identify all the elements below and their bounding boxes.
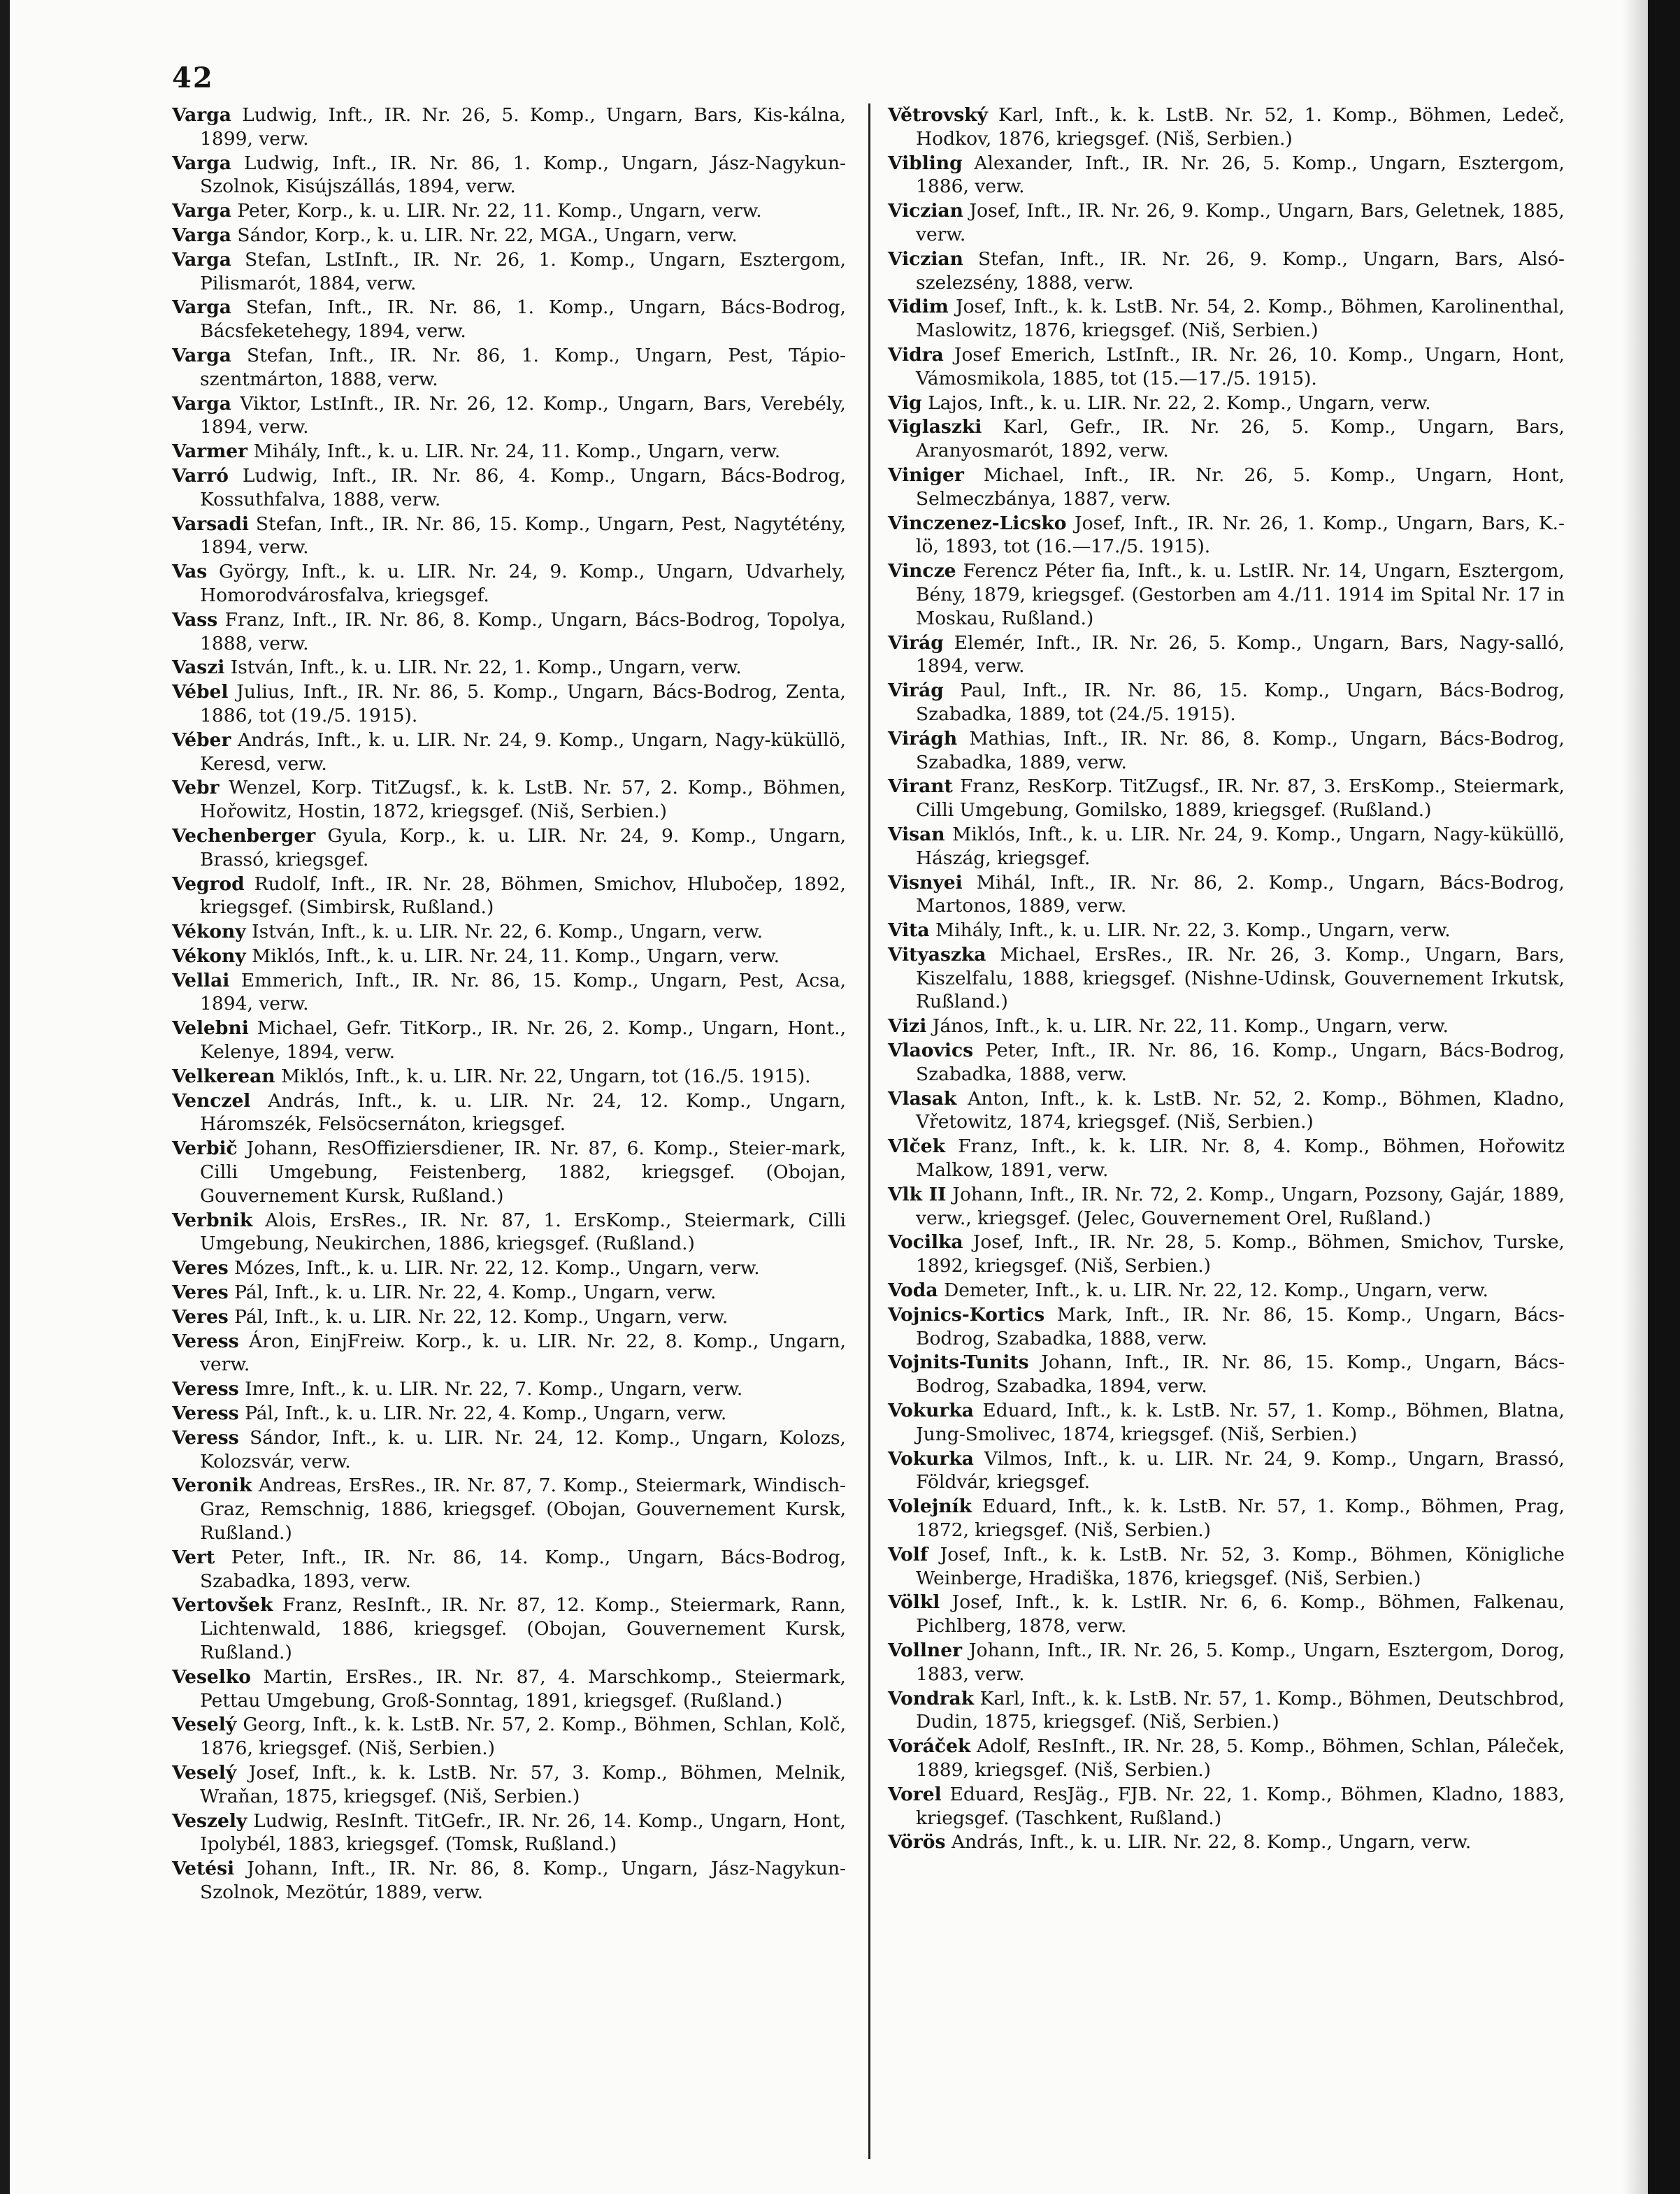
entry-surname: Vocilka xyxy=(888,1231,963,1254)
entry-surname: Veszely xyxy=(172,1809,247,1832)
entry-surname: Vas xyxy=(172,561,208,583)
entry-surname: Varga xyxy=(172,392,231,415)
entry-surname: Vass xyxy=(172,608,218,631)
entry-surname: Veress xyxy=(172,1426,239,1449)
entry-surname: Vaszi xyxy=(172,657,225,679)
entry-details: Julius, Inft., IR. Nr. 86, 5. Komp., Ungarn, Bács-Bodrog, Zenta, 1886, tot (19./5. 1915). xyxy=(200,681,846,726)
entry-details: Johann, Inft., IR. Nr. 26, 5. Komp., Ungarn, Esztergom, Dorog, 1883, verw. xyxy=(916,1640,1565,1685)
entry-details: Áron, EinjFreiw. Korp., k. u. LIR. Nr. 22, 8. Komp., Ungarn, verw. xyxy=(200,1330,846,1376)
entry-details: András, Inft., k. u. LIR. Nr. 24, 12. Komp., Ungarn, Háromszék, Felsöcsernáton, kriegsgef. xyxy=(200,1089,846,1135)
entry-details: Mihály, Inft., k. u. LIR. Nr. 22, 3. Komp., Ungarn, verw. xyxy=(935,919,1451,942)
list-entry xyxy=(888,512,1565,559)
list-entry xyxy=(172,1809,846,1857)
entry-details: Miklós, Inft., k. u. LIR. Nr. 22, Ungarn, tot (16./5. 1915). xyxy=(280,1065,811,1087)
list-entry xyxy=(888,199,1565,247)
entry-surname: Veress xyxy=(172,1378,239,1400)
entry-surname: Vebr xyxy=(172,777,220,799)
entry-surname: Vechenberger xyxy=(172,824,316,847)
list-entry xyxy=(888,1183,1565,1231)
entry-details: Stefan, Inft., IR. Nr. 86, 15. Komp., Ungarn, Pest, Nagytétény, 1894, verw. xyxy=(200,512,846,559)
entry-details: Josef, Inft., IR. Nr. 28, 5. Komp., Böhmen, Smichov, Turske, 1892, kriegsgef. (Niš, Serbien.) xyxy=(916,1231,1565,1277)
list-entry xyxy=(888,1231,1565,1278)
list-entry xyxy=(172,1857,846,1905)
entry-details: Rudolf, Inft., IR. Nr. 28, Böhmen, Smichov, Hlubočep, 1892, kriegsgef. (Simbirsk, Rußland.) xyxy=(200,873,846,919)
entry-details: Miklós, Inft., k. u. LIR. Nr. 24, 9. Komp., Ungarn, Nagy-küküllö, Hászág, kriegsgef. xyxy=(916,823,1565,869)
list-entry xyxy=(888,727,1565,775)
entry-details: Ferencz Péter fia, Inft., k. u. LstIR. Nr. 14, Ungarn, Esztergom, Bény, 1879, kriegsgef. (Gestorben am 4./11. 1914 im Spital Nr. 17 in Moskau, Rußland.) xyxy=(916,560,1565,629)
right-column xyxy=(888,103,1565,1855)
entry-surname: Veselý xyxy=(172,1761,237,1784)
entry-surname: Vellai xyxy=(172,969,230,991)
list-entry xyxy=(172,920,846,944)
entry-surname: Varró xyxy=(172,464,229,487)
entry-details: Emmerich, Inft., IR. Nr. 86, 15. Komp., Ungarn, Pest, Acsa, 1894, verw. xyxy=(200,969,846,1015)
list-entry xyxy=(172,1474,846,1544)
entry-details: Eduard, Inft., k. k. LstB. Nr. 57, 1. Komp., Böhmen, Blatna, Jung-Smolivec, 1874, kriegsgef. (Niš, Serbien.) xyxy=(916,1400,1565,1445)
entry-details: Lajos, Inft., k. u. LIR. Nr. 22, 2. Komp., Ungarn, verw. xyxy=(928,392,1431,414)
list-entry xyxy=(888,103,1565,151)
entry-surname: Varga xyxy=(172,200,231,222)
entry-details: András, Inft., k. u. LIR. Nr. 24, 9. Komp., Ungarn, Nagy-küküllö, Keresd, verw. xyxy=(200,729,846,775)
entry-details: Eduard, Inft., k. k. LstB. Nr. 57, 1. Komp., Böhmen, Prag, 1872, kriegsgef. (Niš, Serbien.) xyxy=(916,1496,1565,1542)
entry-surname: Voda xyxy=(888,1279,938,1302)
entry-details: Pál, Inft., k. u. LIR. Nr. 22, 4. Komp., Ungarn, verw. xyxy=(245,1403,727,1425)
entry-details: Stefan, Inft., IR. Nr. 86, 1. Komp., Ungarn, Pest, Tápio-szentmárton, 1888, verw. xyxy=(200,344,846,390)
list-entry xyxy=(888,1830,1565,1854)
entry-surname: Völkl xyxy=(888,1591,940,1614)
entry-surname: Veres xyxy=(172,1257,229,1279)
entry-surname: Veress xyxy=(172,1330,239,1352)
entry-details: Alois, ErsRes., IR. Nr. 87, 1. ErsKomp., Steiermark, Cilli Umgebung, Neukirchen, 1886, kriegsgef. (Rußland.) xyxy=(200,1209,846,1255)
list-entry xyxy=(172,1209,846,1256)
list-entry xyxy=(172,945,846,968)
entry-details: Paul, Inft., IR. Nr. 86, 15. Komp., Ungarn, Bács-Bodrog, Szabadka, 1889, tot (24./5. 1915). xyxy=(916,680,1565,725)
entry-surname: Vinczenez-Licsko xyxy=(888,512,1067,534)
list-entry xyxy=(172,440,846,464)
entry-surname: Vincze xyxy=(888,560,956,582)
entry-surname: Vizi xyxy=(888,1015,927,1038)
entry-surname: Vlasak xyxy=(888,1087,957,1110)
entry-details: Stefan, LstInft., IR. Nr. 26, 1. Komp., Ungarn, Esztergom, Pilismarót, 1884, verw. xyxy=(200,248,846,294)
list-entry xyxy=(172,608,846,656)
entry-details: Sándor, Inft., k. u. LIR. Nr. 24, 12. Komp., Ungarn, Kolozs, Kolozsvár, verw. xyxy=(200,1426,846,1472)
entry-details: Mihály, Inft., k. u. LIR. Nr. 24, 11. Komp., Ungarn, verw. xyxy=(253,440,781,463)
entry-surname: Virant xyxy=(888,775,953,798)
entry-details: Pál, Inft., k. u. LIR. Nr. 22, 4. Komp., Ungarn, verw. xyxy=(234,1282,717,1304)
entry-details: Stefan, Inft., IR. Nr. 86, 1. Komp., Ungarn, Bács-Bodrog, Bácsfeketehegy, 1894, verw. xyxy=(200,296,846,343)
entry-surname: Veselý xyxy=(172,1714,237,1736)
list-entry xyxy=(888,1543,1565,1591)
entry-surname: Varsadi xyxy=(172,512,249,535)
entry-surname: Varmer xyxy=(172,440,248,463)
entry-surname: Vojnics-Kortics xyxy=(888,1303,1045,1326)
entry-surname: Varga xyxy=(172,152,231,174)
entry-surname: Vita xyxy=(888,919,930,942)
entry-surname: Verbič xyxy=(172,1138,238,1160)
entry-surname: Vetési xyxy=(172,1858,235,1880)
entry-details: Ludwig, Inft., IR. Nr. 86, 4. Komp., Ungarn, Bács-Bodrog, Kossuthfalva, 1888, verw. xyxy=(200,464,846,510)
list-entry xyxy=(172,1593,846,1664)
list-entry xyxy=(172,199,846,223)
entry-details: Josef, Inft., k. k. LstB. Nr. 52, 3. Komp., Böhmen, Königliche Weinberge, Hradiška, 1876, kriegsgef. (Niš, Serbien.) xyxy=(916,1543,1565,1589)
entry-details: Martin, ErsRes., IR. Nr. 87, 4. Marschkomp., Steiermark, Pettau Umgebung, Groß-Sonntag, 1891, kriegsgef. (Rußland.) xyxy=(200,1665,846,1712)
entry-surname: Vébel xyxy=(172,681,229,703)
list-entry xyxy=(172,1089,846,1137)
list-entry xyxy=(172,1065,846,1089)
list-entry xyxy=(172,1546,846,1593)
entry-surname: Vidra xyxy=(888,343,944,366)
entry-details: Sándor, Korp., k. u. LIR. Nr. 22, MGA., Ungarn, verw. xyxy=(237,224,738,246)
list-entry xyxy=(172,1305,846,1329)
entry-details: András, Inft., k. u. LIR. Nr. 22, 8. Komp., Ungarn, verw. xyxy=(951,1831,1472,1854)
entry-surname: Viglaszki xyxy=(888,416,982,438)
entry-surname: Virág xyxy=(888,680,944,702)
list-entry xyxy=(888,295,1565,343)
list-entry xyxy=(888,559,1565,630)
list-entry xyxy=(172,512,846,560)
entry-surname: Veres xyxy=(172,1305,229,1328)
list-entry xyxy=(888,1303,1565,1351)
list-entry xyxy=(172,1256,846,1280)
entry-surname: Veress xyxy=(172,1403,239,1425)
list-entry xyxy=(172,1137,846,1207)
entry-surname: Vokurka xyxy=(888,1447,974,1470)
list-entry xyxy=(888,1135,1565,1182)
entry-surname: Vlaovics xyxy=(888,1040,973,1062)
list-entry xyxy=(172,969,846,1017)
entry-details: Gyula, Korp., k. u. LIR. Nr. 24, 9. Komp., Ungarn, Brassó, kriegsgef. xyxy=(200,824,846,870)
entry-details: Peter, Korp., k. u. LIR. Nr. 22, 11. Komp., Ungarn, verw. xyxy=(237,200,762,222)
list-entry xyxy=(172,776,846,824)
list-entry xyxy=(172,1402,846,1426)
list-entry xyxy=(172,873,846,920)
list-entry xyxy=(888,1087,1565,1135)
list-entry xyxy=(172,224,846,248)
entry-surname: Varga xyxy=(172,344,231,366)
entry-surname: Varga xyxy=(172,104,231,126)
entry-surname: Visnyei xyxy=(888,871,963,894)
entry-details: Ludwig, Inft., IR. Nr. 26, 5. Komp., Ungarn, Bars, Kis-kálna, 1899, verw. xyxy=(200,104,846,150)
list-entry xyxy=(888,1735,1565,1782)
entry-surname: Vojnits-Tunits xyxy=(888,1351,1029,1374)
list-entry xyxy=(888,919,1565,942)
entry-details: Eduard, ResJäg., FJB. Nr. 22, 1. Komp., Böhmen, Kladno, 1883, kriegsgef. (Taschkent, Rußland.) xyxy=(916,1783,1565,1829)
list-entry xyxy=(888,871,1565,919)
entry-details: Michael, Inft., IR. Nr. 26, 5. Komp., Ungarn, Hont, Selmeczbánya, 1887, verw. xyxy=(916,464,1565,510)
list-entry xyxy=(172,1761,846,1809)
entry-details: Mark, Inft., IR. Nr. 86, 15. Komp., Ungarn, Bács-Bodrog, Szabadka, 1888, verw. xyxy=(916,1303,1565,1349)
page-number: 42 xyxy=(172,62,214,94)
entry-details: Michael, ErsRes., IR. Nr. 26, 3. Komp., Ungarn, Bars, Kiszelfalu, 1888, kriegsgef. (Nishne-Udinsk, Gouvernement Irkutsk, Rußland.) xyxy=(916,943,1565,1013)
list-entry xyxy=(172,1377,846,1401)
entry-details: Franz, ResInft., IR. Nr. 87, 12. Komp., Steiermark, Rann, Lichtenwald, 1886, kriegsgef. (Obojan, Gouvernement Kursk, Rußland.) xyxy=(200,1594,846,1663)
entry-details: Josef, Inft., IR. Nr. 26, 9. Komp., Ungarn, Bars, Geletnek, 1885, verw. xyxy=(916,200,1565,245)
scan-edge-right xyxy=(1648,0,1680,2194)
list-entry xyxy=(172,464,846,512)
list-entry xyxy=(888,464,1565,511)
entry-surname: Verbnik xyxy=(172,1209,253,1231)
entry-surname: Volejník xyxy=(888,1496,972,1518)
list-entry xyxy=(888,1495,1565,1542)
list-entry xyxy=(172,560,846,608)
list-entry xyxy=(172,680,846,728)
entry-details: Pál, Inft., k. u. LIR. Nr. 22, 12. Komp., Ungarn, verw. xyxy=(234,1305,728,1328)
list-entry xyxy=(888,1639,1565,1686)
list-entry xyxy=(888,1351,1565,1398)
list-entry xyxy=(172,729,846,776)
entry-surname: Virág xyxy=(888,631,944,654)
entry-surname: Vlček xyxy=(888,1135,945,1158)
list-entry xyxy=(888,823,1565,870)
list-entry xyxy=(888,248,1565,295)
entry-details: Demeter, Inft., k. u. LIR. Nr. 22, 12. Komp., Ungarn, verw. xyxy=(943,1279,1488,1302)
entry-surname: Vegrod xyxy=(172,873,245,895)
entry-details: Johann, Inft., IR. Nr. 86, 15. Komp., Ungarn, Bács-Bodrog, Szabadka, 1894, verw. xyxy=(916,1351,1565,1398)
list-entry xyxy=(888,1783,1565,1830)
list-entry xyxy=(888,1279,1565,1303)
list-entry xyxy=(888,415,1565,463)
entry-surname: Vidim xyxy=(888,296,949,318)
list-entry xyxy=(172,824,846,872)
entry-details: Michael, Gefr. TitKorp., IR. Nr. 26, 2. Komp., Ungarn, Hont., Kelenye, 1894, verw. xyxy=(200,1017,846,1063)
entry-surname: Vlk II xyxy=(888,1183,947,1205)
entry-details: Georg, Inft., k. k. LstB. Nr. 57, 2. Komp., Böhmen, Schlan, Kolč, 1876, kriegsgef. (Niš, Serbien.) xyxy=(200,1714,846,1760)
list-entry xyxy=(888,1014,1565,1038)
entry-details: Peter, Inft., IR. Nr. 86, 16. Komp., Ungarn, Bács-Bodrog, Szabadka, 1888, verw. xyxy=(916,1040,1565,1085)
list-entry xyxy=(172,656,846,680)
entry-surname: Vékony xyxy=(172,921,246,943)
list-entry xyxy=(172,296,846,343)
list-entry xyxy=(888,152,1565,199)
entry-details: György, Inft., k. u. LIR. Nr. 24, 9. Komp., Ungarn, Udvarhely, Homorodvárosfalva, kriegsgef. xyxy=(200,561,846,606)
entry-details: Adolf, ResInft., IR. Nr. 28, 5. Komp., Böhmen, Schlan, Páleček, 1889, kriegsgef. (Niš, Serbien.) xyxy=(916,1735,1565,1781)
column-divider xyxy=(868,103,870,2159)
entry-surname: Veres xyxy=(172,1282,229,1304)
entry-surname: Vollner xyxy=(888,1640,963,1661)
entry-details: Stefan, Inft., IR. Nr. 26, 9. Komp., Ungarn, Bars, Alsó-szelezsény, 1888, verw. xyxy=(916,248,1565,294)
entry-surname: Veronik xyxy=(172,1475,252,1497)
list-entry xyxy=(172,1281,846,1305)
entry-details: István, Inft., k. u. LIR. Nr. 22, 6. Komp., Ungarn, verw. xyxy=(252,921,763,943)
entry-surname: Volf xyxy=(888,1543,928,1565)
entry-surname: Vibling xyxy=(888,152,963,174)
list-entry xyxy=(888,1039,1565,1087)
list-entry xyxy=(172,1330,846,1377)
list-entry xyxy=(888,943,1565,1014)
entry-surname: Varga xyxy=(172,224,231,246)
list-entry xyxy=(172,1665,846,1713)
entry-details: Alexander, Inft., IR. Nr. 26, 5. Komp., Ungarn, Esztergom, 1886, verw. xyxy=(916,152,1565,198)
list-entry xyxy=(888,392,1565,415)
list-entry xyxy=(172,1426,846,1474)
entry-details: Ludwig, Inft., IR. Nr. 86, 1. Komp., Ungarn, Jász-Nagykun-Szolnok, Kisújszállás, 1894, verw. xyxy=(200,152,846,198)
list-entry xyxy=(172,1713,846,1761)
list-entry xyxy=(888,1591,1565,1638)
entry-details: Imre, Inft., k. u. LIR. Nr. 22, 7. Komp., Ungarn, verw. xyxy=(245,1378,743,1400)
entry-surname: Véber xyxy=(172,729,231,751)
list-entry xyxy=(888,775,1565,822)
entry-details: Franz, Inft., IR. Nr. 86, 8. Komp., Ungarn, Bács-Bodrog, Topolya, 1888, verw. xyxy=(200,608,846,654)
entry-surname: Velebni xyxy=(172,1017,249,1040)
entry-surname: Vondrak xyxy=(888,1687,975,1709)
entry-details: Johann, ResOffiziersdiener, IR. Nr. 87, 6. Komp., Steier-mark, Cilli Umgebung, Feistenberg, 1882, kriegsgef. (Obojan, Gouvernement Kursk, Rußland.) xyxy=(200,1138,846,1207)
entry-details: Ludwig, ResInft. TitGefr., IR. Nr. 26, 14. Komp., Ungarn, Hont, Ipolybél, 1883, kriegsgef. (Tomsk, Rußland.) xyxy=(200,1809,846,1856)
entry-surname: Veselko xyxy=(172,1665,251,1688)
entry-details: Andreas, ErsRes., IR. Nr. 87, 7. Komp., Steiermark, Windisch-Graz, Remschnig, 1886, kriegsgef. (Obojan, Gouvernement Kursk, Rußland.) xyxy=(200,1475,846,1544)
entry-details: Wenzel, Korp. TitZugsf., k. k. LstB. Nr. 57, 2. Komp., Böhmen, Hořowitz, Hostin, 1872, kriegsgef. (Niš, Serbien.) xyxy=(200,777,846,823)
entry-details: Josef Emerich, LstInft., IR. Nr. 26, 10. Komp., Ungarn, Hont, Vámosmikola, 1885, tot (15.—17./5. 1915). xyxy=(916,343,1565,389)
entry-surname: Varga xyxy=(172,296,231,319)
entry-details: Mathias, Inft., IR. Nr. 86, 8. Komp., Ungarn, Bács-Bodrog, Szabadka, 1889, verw. xyxy=(916,727,1565,773)
scan-edge-shadow xyxy=(1623,0,1648,2194)
entry-surname: Viczian xyxy=(888,200,963,222)
entry-surname: Vityaszka xyxy=(888,943,986,966)
entry-surname: Vorel xyxy=(888,1783,942,1805)
entry-details: István, Inft., k. u. LIR. Nr. 22, 1. Komp., Ungarn, verw. xyxy=(230,657,742,679)
entry-surname: Vert xyxy=(172,1546,215,1568)
list-entry xyxy=(888,1399,1565,1447)
list-entry xyxy=(172,248,846,296)
list-entry xyxy=(888,1687,1565,1735)
entry-details: Mihál, Inft., IR. Nr. 86, 2. Komp., Ungarn, Bács-Bodrog, Martonos, 1889, verw. xyxy=(916,871,1565,917)
entry-details: Karl, Inft., k. k. LstB. Nr. 57, 1. Komp., Böhmen, Deutschbrod, Dudin, 1875, kriegsgef. (Niš, Serbien.) xyxy=(916,1687,1565,1733)
list-entry xyxy=(888,1447,1565,1495)
entry-surname: Viniger xyxy=(888,464,964,486)
list-entry xyxy=(172,152,846,199)
entry-surname: Vörös xyxy=(888,1831,946,1854)
entry-surname: Vékony xyxy=(172,945,246,967)
list-entry xyxy=(172,392,846,440)
list-entry xyxy=(172,344,846,392)
entry-details: Johann, Inft., IR. Nr. 72, 2. Komp., Ungarn, Pozsony, Gajár, 1889, verw., kriegsgef. (Jelec, Gouvernement Orel, Rußland.) xyxy=(916,1183,1565,1229)
entry-details: Mózes, Inft., k. u. LIR. Nr. 22, 12. Komp., Ungarn, verw. xyxy=(234,1257,760,1279)
entry-details: Karl, Inft., k. k. LstB. Nr. 52, 1. Komp., Böhmen, Ledeč, Hodkov, 1876, kriegsgef. (Niš, Serbien.) xyxy=(916,104,1565,150)
entry-details: Anton, Inft., k. k. LstB. Nr. 52, 2. Komp., Böhmen, Kladno, Vřetowitz, 1874, kriegsgef. (Niš, Serbien.) xyxy=(916,1087,1565,1133)
entry-details: Josef, Inft., k. k. LstB. Nr. 54, 2. Komp., Böhmen, Karolinenthal, Maslowitz, 1876, kriegsgef. (Niš, Serbien.) xyxy=(916,296,1565,342)
entry-details: Elemér, Inft., IR. Nr. 26, 5. Komp., Ungarn, Bars, Nagy-salló, 1894, verw. xyxy=(916,631,1565,677)
entry-details: Franz, Inft., k. k. LIR. Nr. 8, 4. Komp., Böhmen, Hořowitz Malkow, 1891, verw. xyxy=(916,1135,1565,1182)
left-column xyxy=(172,103,846,1905)
entry-surname: Virágh xyxy=(888,727,958,750)
entry-details: Peter, Inft., IR. Nr. 86, 14. Komp., Ungarn, Bács-Bodrog, Szabadka, 1893, verw. xyxy=(200,1546,846,1592)
entry-surname: Visan xyxy=(888,823,945,845)
entry-surname: Vig xyxy=(888,392,922,414)
entry-details: Miklós, Inft., k. u. LIR. Nr. 24, 11. Komp., Ungarn, verw. xyxy=(252,945,780,967)
entry-surname: Větrovský xyxy=(888,104,988,126)
list-entry xyxy=(888,343,1565,391)
entry-details: Johann, Inft., IR. Nr. 86, 8. Komp., Ungarn, Jász-Nagykun-Szolnok, Mezötúr, 1889, verw. xyxy=(200,1858,846,1903)
list-entry xyxy=(172,1017,846,1064)
entry-surname: Vokurka xyxy=(888,1400,974,1422)
entry-details: Josef, Inft., k. k. LstIR. Nr. 6, 6. Komp., Böhmen, Falkenau, Pichlberg, 1878, verw. xyxy=(916,1591,1565,1637)
list-entry xyxy=(172,103,846,151)
entry-surname: Venczel xyxy=(172,1089,251,1112)
entry-surname: Vertovšek xyxy=(172,1594,273,1616)
entry-details: Josef, Inft., k. k. LstB. Nr. 57, 3. Komp., Böhmen, Melnik, Wraňan, 1875, kriegsgef. (Niš, Serbien.) xyxy=(200,1761,846,1807)
entry-surname: Viczian xyxy=(888,248,963,270)
entry-surname: Velkerean xyxy=(172,1065,275,1087)
entry-surname: Voráček xyxy=(888,1735,971,1758)
entry-details: Karl, Gefr., IR. Nr. 26, 5. Komp., Ungarn, Bars, Aranyosmarót, 1892, verw. xyxy=(916,416,1565,462)
entry-surname: Varga xyxy=(172,248,231,271)
list-entry xyxy=(888,679,1565,726)
scan-edge-left xyxy=(0,0,10,2194)
entry-details: Vilmos, Inft., k. u. LIR. Nr. 24, 9. Komp., Ungarn, Brassó, Földvár, kriegsgef. xyxy=(916,1447,1565,1493)
entry-details: Josef, Inft., IR. Nr. 26, 1. Komp., Ungarn, Bars, K.-lö, 1893, tot (16.—17./5. 1915). xyxy=(916,512,1565,558)
entry-details: János, Inft., k. u. LIR. Nr. 22, 11. Komp., Ungarn, verw. xyxy=(932,1015,1449,1038)
list-entry xyxy=(888,631,1565,679)
entry-details: Franz, ResKorp. TitZugsf., IR. Nr. 87, 3. ErsKomp., Steiermark, Cilli Umgebung, Gomilsko, 1889, kriegsgef. (Rußland.) xyxy=(916,775,1565,822)
entry-details: Viktor, LstInft., IR. Nr. 26, 12. Komp., Ungarn, Bars, Verebély, 1894, verw. xyxy=(200,392,846,438)
